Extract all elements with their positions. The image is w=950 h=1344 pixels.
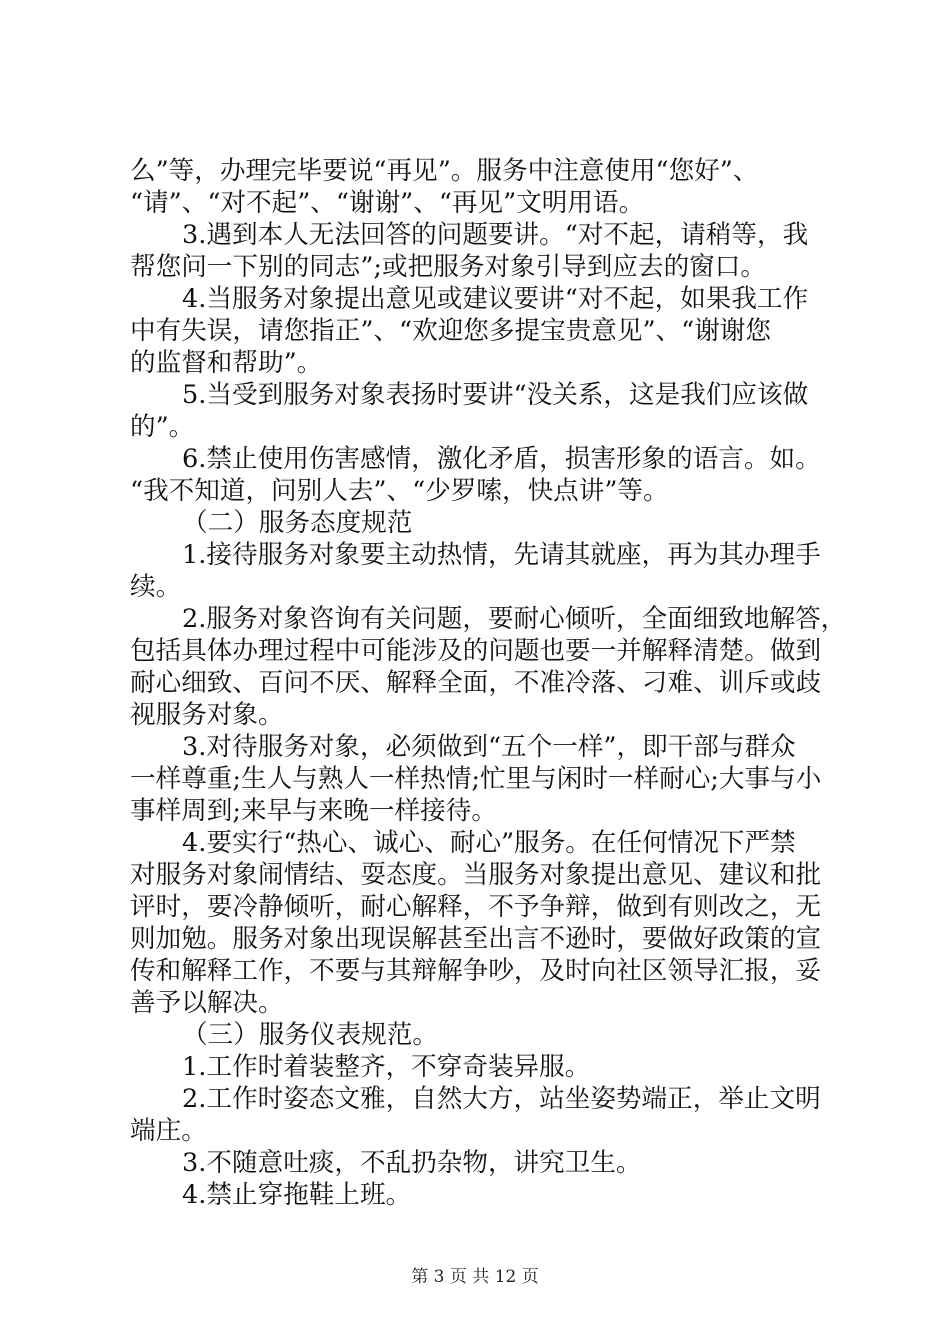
text-line: 6.禁止使用伤害感情，激化矛盾，损害形象的语言。如。	[182, 444, 821, 474]
text-line: 4.要实行“热心、诚心、耐心”服务。在任何情况下严禁	[182, 828, 796, 858]
text-line: 端庄。	[130, 1116, 207, 1146]
text-line: 2.工作时姿态文雅，自然大方，站坐姿势端正，举止文明	[182, 1084, 821, 1114]
text-line: 4.当服务对象提出意见或建议要讲“对不起，如果我工作	[182, 284, 809, 314]
page-footer: 第 3 页 共 12 页	[411, 1267, 539, 1287]
text-line: 5.当受到服务对象表扬时要讲“没关系，这是我们应该做	[182, 380, 809, 410]
text-line: 3.遇到本人无法回答的问题要讲。“对不起，请稍等，我	[182, 220, 809, 250]
text-line: 3.不随意吐痰，不乱扔杂物，讲究卫生。	[182, 1148, 642, 1178]
text-line: 事样周到;来早与来晚一样接待。	[130, 796, 497, 826]
text-line: 的”。	[130, 412, 195, 442]
text-line: 传和解释工作，不要与其辩解争吵，及时向社区领导汇报，妥	[130, 956, 822, 986]
text-line: 则加勉。服务对象出现误解甚至出言不逊时，要做好政策的宣	[130, 924, 822, 954]
text-line: 一样尊重;生人与熟人一样热情;忙里与闲时一样耐心;大事与小	[130, 764, 822, 794]
text-line: （二）服务态度规范	[182, 508, 413, 538]
text-line: 评时，要冷静倾听，耐心解释，不予争辩，做到有则改之，无	[130, 892, 822, 922]
text-line: 3.对待服务对象，必须做到“五个一样”，即干部与群众	[182, 732, 796, 762]
text-line: 帮您问一下别的同志”;或把服务对象引导到应去的窗口。	[130, 252, 766, 282]
text-line: 续。	[130, 572, 182, 602]
text-line: 中有失误，请您指正”、“欢迎您多提宝贵意见”、“谢谢您	[130, 316, 771, 346]
text-line: 的监督和帮助”。	[130, 348, 323, 378]
text-line: 善予以解决。	[130, 988, 284, 1018]
text-line: 耐心细致、百问不厌、解释全面，不准冷落、刁难、训斥或歧	[130, 668, 822, 698]
text-line: “我不知道，问别人去”、“少罗嗦，快点讲”等。	[130, 476, 669, 506]
text-line: 视服务对象。	[130, 700, 284, 730]
text-line: （三）服务仪表规范。	[182, 1020, 438, 1050]
text-line: 1.接待服务对象要主动热情，先请其就座，再为其办理手	[182, 540, 821, 570]
text-line: 4.禁止穿拖鞋上班。	[182, 1180, 412, 1210]
document-body	[130, 155, 847, 1211]
text-line: 包括具体办理过程中可能涉及的问题也要一并解释清楚。做到	[130, 636, 822, 666]
text-line: 2.服务对象咨询有关问题，要耐心倾听，全面细致地解答，	[182, 604, 847, 634]
text-line: 对服务对象闹情结、耍态度。当服务对象提出意见、建议和批	[130, 860, 822, 890]
text-line: 1.工作时着装整齐，不穿奇装异服。	[182, 1052, 591, 1082]
text-line: “请”、“对不起”、“谢谢”、“再见”文明用语。	[130, 188, 645, 218]
text-line: 么”等，办理完毕要说“再见”。服务中注意使用“您好”、	[130, 156, 759, 186]
